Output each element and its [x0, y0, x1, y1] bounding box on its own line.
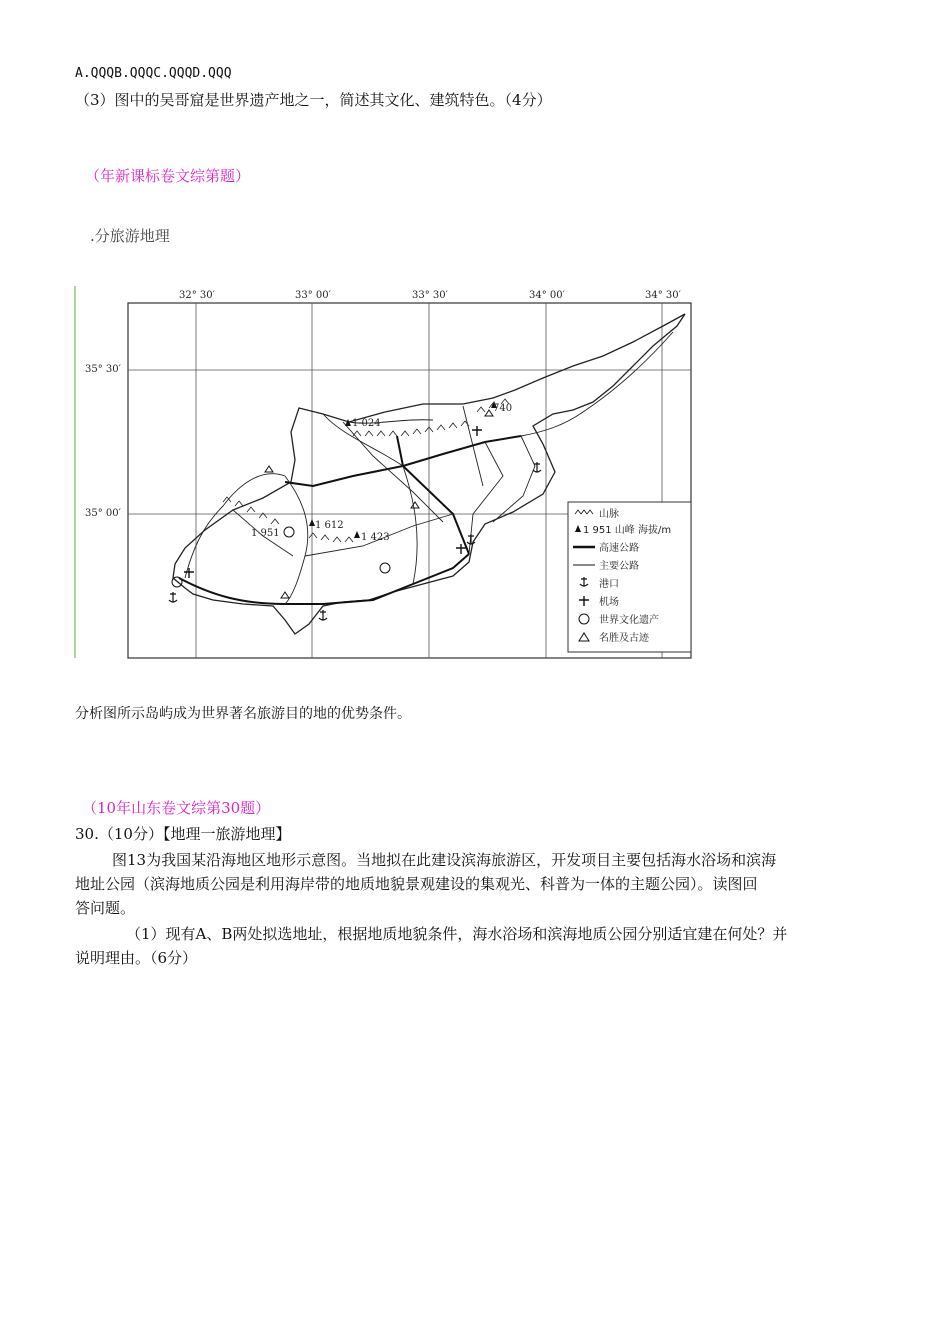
- question-3: （3）图中的吴哥窟是世界遗产地之一，简述其文化、建筑特色。（4分）: [75, 91, 552, 109]
- legend-mountain: 山脉: [599, 509, 619, 520]
- peak-label-1612: 1 612: [315, 520, 344, 531]
- source-note-new: （年新课标卷文综第题）: [85, 167, 251, 185]
- lon-label-4: 34° 00′: [529, 290, 565, 301]
- question-30-heading: 30.（10分）【地理一旅游地理】: [75, 825, 291, 843]
- peak-markers: [309, 401, 497, 538]
- legend-highway: 高速公路: [599, 543, 639, 554]
- airport-icons: [184, 426, 482, 578]
- legend-heritage: 世界文化遗产: [599, 615, 659, 626]
- map-symbols: [172, 410, 493, 598]
- source-note-30: （10年山东卷文综第30题）: [82, 799, 271, 817]
- options-line: A.QQQB.QQQC.QQQD.QQQ: [75, 66, 232, 81]
- legend-main-road: 主要公路: [599, 561, 639, 572]
- question-30-para-2: 地址公园（滨海地质公园是利用海岸带的地质地貌景观建设的集观光、科普为一体的主题公园）。读图回: [75, 875, 758, 893]
- lon-label-2: 33° 00′: [295, 290, 331, 301]
- lat-label-1: 35° 30′: [85, 364, 121, 375]
- island-map-svg: [73, 286, 713, 662]
- highway-network: [179, 436, 521, 604]
- legend-airport: 机场: [599, 597, 619, 608]
- peak-label-1423: 1 423: [361, 532, 390, 543]
- question-30-para-1: 图13为我国某沿海地区地形示意图。当地拟在此建设滨海旅游区，开发项目主要包括海水浴场和滨海: [112, 851, 777, 869]
- island-map: [73, 286, 713, 662]
- question-new-text: 分析图所示岛屿成为世界著名旅游目的地的优势条件。: [75, 706, 411, 722]
- question-30-sub-1a: （1）现有A、B两处拟选地址，根据地质地貌条件，海水浴场和滨海地质公园分别适宜建在何处？并: [126, 925, 788, 943]
- legend-sites: 名胜及古迹: [599, 633, 649, 644]
- lon-label-5: 34° 30′: [645, 290, 681, 301]
- map-legend: [568, 502, 691, 652]
- lon-label-3: 33° 30′: [412, 290, 448, 301]
- lon-label-1: 32° 30′: [179, 290, 215, 301]
- legend-peak: 1 951 山峰 海拔/m: [583, 525, 672, 536]
- peak-label-1024: 1 024: [352, 418, 381, 429]
- peak-label-740: 740: [493, 403, 513, 414]
- lat-label-2: 35° 00′: [85, 508, 121, 519]
- question-30-para-3: 答问题。: [75, 899, 136, 917]
- legend-port: 港口: [599, 579, 619, 590]
- peak-label-1951: 1 951: [251, 528, 280, 539]
- question-30-sub-1b: 说明理由。（6分）: [75, 949, 198, 967]
- section-title: .分旅游地理: [90, 227, 170, 245]
